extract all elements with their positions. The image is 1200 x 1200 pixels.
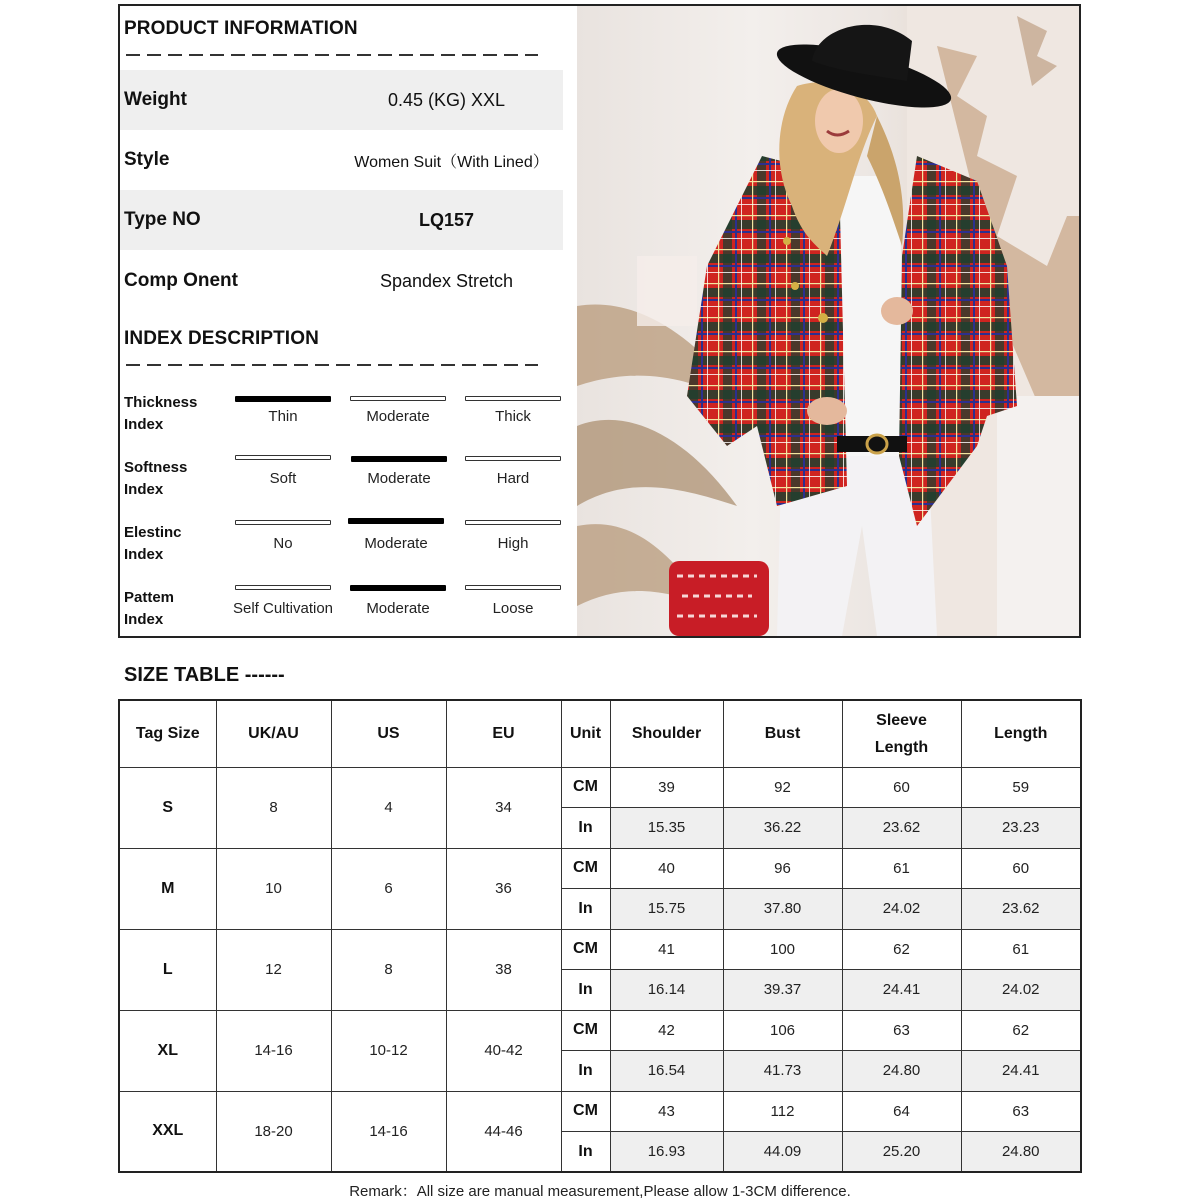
index-row-thickness — [120, 392, 577, 457]
index-option-label: Moderate — [364, 535, 428, 552]
sleeve-cell: 64 — [842, 1091, 961, 1132]
sleeve-cell: 24.80 — [842, 1051, 961, 1092]
info-label: Type NO — [124, 209, 201, 230]
index-option — [348, 518, 444, 568]
index-option — [465, 585, 561, 635]
shoulder-cell: 15.75 — [610, 889, 723, 930]
index-bar-selected — [235, 396, 331, 402]
index-option-label: Moderate — [367, 470, 431, 487]
bust-cell: 92 — [723, 767, 842, 808]
us-cell: 10-12 — [331, 1010, 446, 1091]
info-label: Style — [124, 149, 170, 170]
index-label-line2: Index — [124, 546, 164, 563]
length-cell: 24.80 — [961, 1132, 1081, 1173]
info-label: Weight — [124, 89, 187, 110]
header-tag-size: Tag Size — [119, 700, 216, 767]
sleeve-cell: 24.41 — [842, 970, 961, 1011]
table-row — [119, 1010, 1081, 1051]
unit-cell: CM — [561, 848, 610, 889]
header-us: US — [331, 700, 446, 767]
eu-cell: 38 — [446, 929, 561, 1010]
eu-cell: 34 — [446, 767, 561, 848]
tag-size-cell: L — [119, 929, 216, 1010]
shoulder-cell: 15.35 — [610, 808, 723, 849]
header-eu: EU — [446, 700, 561, 767]
sleeve-cell: 25.20 — [842, 1132, 961, 1173]
tag-size-cell: XXL — [119, 1091, 216, 1172]
header-sleeve-line1: Sleeve — [876, 711, 927, 729]
length-cell: 63 — [961, 1091, 1081, 1132]
bust-cell: 112 — [723, 1091, 842, 1132]
index-bar — [465, 396, 561, 401]
index-option-label: Hard — [496, 470, 530, 487]
index-option-label: No — [273, 535, 293, 552]
index-label-line1: Pattem — [124, 589, 175, 606]
index-option-label: Moderate — [366, 408, 430, 425]
uk-au-cell: 10 — [216, 848, 331, 929]
bust-cell: 39.37 — [723, 970, 842, 1011]
index-bar — [235, 455, 331, 460]
shoulder-cell: 16.93 — [610, 1132, 723, 1173]
index-bar — [465, 585, 561, 590]
table-row — [119, 767, 1081, 808]
sleeve-cell: 63 — [842, 1010, 961, 1051]
index-row-pattern — [120, 587, 577, 652]
bust-cell: 96 — [723, 848, 842, 889]
shoulder-cell: 43 — [610, 1091, 723, 1132]
index-bar — [465, 456, 561, 461]
bust-cell: 106 — [723, 1010, 842, 1051]
index-option-label: Soft — [269, 470, 297, 487]
sleeve-cell: 24.02 — [842, 889, 961, 930]
length-cell: 23.23 — [961, 808, 1081, 849]
shoulder-cell: 16.54 — [610, 1051, 723, 1092]
tag-size-cell: S — [119, 767, 216, 848]
info-value: Women Suit（With Lined） — [354, 153, 549, 171]
index-label-line1: Thickness — [124, 394, 198, 411]
shoulder-cell: 41 — [610, 929, 723, 970]
info-row-style — [120, 130, 563, 190]
index-label-line2: Index — [124, 416, 164, 433]
index-option — [235, 520, 331, 570]
info-value: LQ157 — [418, 209, 475, 230]
bust-cell: 36.22 — [723, 808, 842, 849]
index-option — [232, 585, 334, 635]
product-information-title: PRODUCT INFORMATION — [124, 18, 358, 39]
unit-cell: In — [561, 1132, 610, 1173]
uk-au-cell: 18-20 — [216, 1091, 331, 1172]
size-table-header — [119, 700, 1081, 767]
header-uk-au: UK/AU — [216, 700, 331, 767]
info-label: Comp Onent — [124, 270, 238, 291]
header-length: Length — [961, 700, 1081, 767]
sleeve-cell: 61 — [842, 848, 961, 889]
uk-au-cell: 14-16 — [216, 1010, 331, 1091]
length-cell: 62 — [961, 1010, 1081, 1051]
index-option — [351, 456, 447, 506]
uk-au-cell: 8 — [216, 767, 331, 848]
table-row — [119, 848, 1081, 889]
index-option-label: Thin — [268, 408, 298, 425]
index-label — [124, 587, 174, 631]
unit-cell: CM — [561, 767, 610, 808]
index-option-label: Thick — [495, 408, 531, 425]
index-row-softness — [120, 457, 577, 522]
product-info-column — [120, 6, 577, 636]
table-row — [119, 929, 1081, 970]
length-cell: 24.41 — [961, 1051, 1081, 1092]
info-value: 0.45 (KG) XXL — [387, 89, 506, 110]
index-label — [124, 392, 197, 436]
index-option — [465, 456, 561, 506]
header-unit: Unit — [561, 700, 610, 767]
index-option — [235, 396, 331, 446]
length-cell: 60 — [961, 848, 1081, 889]
us-cell: 8 — [331, 929, 446, 1010]
unit-cell: In — [561, 1051, 610, 1092]
header-sleeve-line2: Length — [874, 738, 929, 756]
product-info-panel — [118, 4, 1081, 638]
us-cell: 14-16 — [331, 1091, 446, 1172]
unit-cell: In — [561, 889, 610, 930]
tag-size-cell: M — [119, 848, 216, 929]
unit-cell: CM — [561, 1091, 610, 1132]
unit-cell: CM — [561, 1010, 610, 1051]
length-cell: 24.02 — [961, 970, 1081, 1011]
dashed-divider — [126, 364, 538, 366]
index-label-line2: Index — [124, 611, 164, 628]
sleeve-cell: 62 — [842, 929, 961, 970]
bust-cell: 100 — [723, 929, 842, 970]
uk-au-cell: 12 — [216, 929, 331, 1010]
info-row-type-no — [120, 190, 563, 250]
model-illustration — [577, 6, 1079, 636]
info-row-weight — [120, 70, 563, 130]
index-description-title: INDEX DESCRIPTION — [124, 328, 319, 349]
table-row — [119, 1091, 1081, 1132]
length-cell: 61 — [961, 929, 1081, 970]
bust-cell: 44.09 — [723, 1132, 842, 1173]
sleeve-cell: 23.62 — [842, 808, 961, 849]
shoulder-cell: 16.14 — [610, 970, 723, 1011]
unit-cell: In — [561, 808, 610, 849]
index-label-line1: Softness — [124, 459, 188, 476]
size-table — [118, 699, 1082, 1173]
shoulder-cell: 40 — [610, 848, 723, 889]
index-bar-selected — [350, 585, 446, 591]
bust-cell: 37.80 — [723, 889, 842, 930]
index-label-line1: Elestinc — [124, 524, 182, 541]
index-option — [465, 520, 561, 570]
index-label — [124, 522, 182, 566]
index-row-elasticity — [120, 522, 577, 587]
index-bar-selected — [348, 518, 444, 524]
eu-cell: 40-42 — [446, 1010, 561, 1091]
shoulder-cell: 42 — [610, 1010, 723, 1051]
size-remark: Remark：All size are manual measurement,Please allow 1-3CM difference. — [349, 1183, 851, 1200]
length-cell: 23.62 — [961, 889, 1081, 930]
eu-cell: 44-46 — [446, 1091, 561, 1172]
index-option-label: Self Cultivation — [232, 600, 334, 617]
index-bar — [235, 585, 331, 590]
info-row-component — [120, 251, 563, 311]
index-bar — [350, 396, 446, 401]
header-bust: Bust — [723, 700, 842, 767]
index-bar-selected — [351, 456, 447, 462]
tag-size-cell: XL — [119, 1010, 216, 1091]
product-photo — [577, 6, 1079, 636]
index-option — [350, 396, 446, 446]
index-bar — [235, 520, 331, 525]
bust-cell: 41.73 — [723, 1051, 842, 1092]
sleeve-cell: 60 — [842, 767, 961, 808]
index-option-label: Loose — [492, 600, 534, 617]
index-bar — [465, 520, 561, 525]
unit-cell: CM — [561, 929, 610, 970]
index-option — [465, 396, 561, 446]
us-cell: 6 — [331, 848, 446, 929]
index-option-label: High — [497, 535, 529, 552]
shoulder-cell: 39 — [610, 767, 723, 808]
us-cell: 4 — [331, 767, 446, 848]
info-value: Spandex Stretch — [379, 270, 514, 291]
header-sleeve-length — [842, 700, 961, 767]
index-option — [350, 585, 446, 635]
length-cell: 59 — [961, 767, 1081, 808]
size-table-title: SIZE TABLE ------ — [124, 664, 285, 686]
unit-cell: In — [561, 970, 610, 1011]
index-label-line2: Index — [124, 481, 164, 498]
index-option-label: Moderate — [366, 600, 430, 617]
index-label — [124, 457, 187, 501]
dashed-divider — [126, 54, 538, 56]
eu-cell: 36 — [446, 848, 561, 929]
index-option — [235, 455, 331, 505]
header-shoulder: Shoulder — [610, 700, 723, 767]
